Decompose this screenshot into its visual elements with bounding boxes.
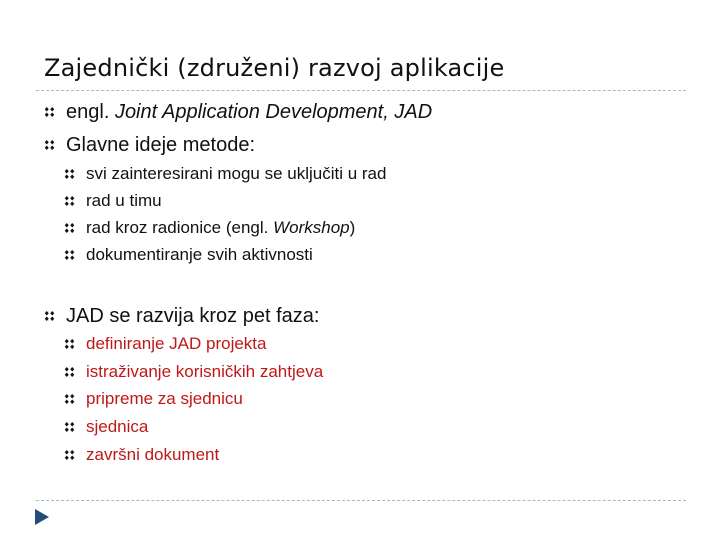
bullet-text: engl. Joint Application Development, JAD (66, 101, 433, 123)
four-diamond-bullet-icon (64, 196, 75, 207)
bullet-text: JAD se razvija kroz pet faza: (66, 305, 320, 327)
four-diamond-bullet-icon (64, 250, 75, 261)
phase-item (64, 415, 584, 439)
four-diamond-bullet-icon (44, 107, 55, 118)
slide-title: Zajednički (združeni) razvoj aplikacije (44, 54, 505, 82)
phase-item (64, 332, 584, 356)
phase-text: definiranje JAD projekta (86, 334, 267, 353)
bullet-main-ideas (44, 133, 564, 157)
phase-item (64, 387, 584, 411)
idea-text: svi zainteresirani mogu se uključiti u rad (86, 164, 387, 183)
four-diamond-bullet-icon (64, 394, 75, 405)
bullet-five-phases (44, 304, 564, 328)
title-divider (36, 90, 686, 91)
idea-item (64, 189, 584, 213)
bullet-text: Glavne ideje metode: (66, 134, 256, 156)
four-diamond-bullet-icon (44, 311, 55, 322)
four-diamond-bullet-icon (44, 140, 55, 151)
four-diamond-bullet-icon (64, 339, 75, 350)
idea-item (64, 243, 584, 267)
idea-item (64, 216, 584, 240)
phase-text: istraživanje korisničkih zahtjeva (86, 362, 324, 381)
four-diamond-bullet-icon (64, 169, 75, 180)
phase-item (64, 443, 584, 467)
idea-text: dokumentiranje svih aktivnosti (86, 245, 313, 264)
phase-text: pripreme za sjednicu (86, 389, 243, 408)
idea-item (64, 162, 584, 186)
idea-text: rad kroz radionice (engl. Workshop) (86, 218, 356, 237)
four-diamond-bullet-icon (64, 223, 75, 234)
four-diamond-bullet-icon (64, 422, 75, 433)
phase-item (64, 360, 584, 384)
idea-text: rad u timu (86, 191, 162, 210)
footer-divider (36, 500, 686, 501)
four-diamond-bullet-icon (64, 367, 75, 378)
four-diamond-bullet-icon (64, 450, 75, 461)
bullet-jad-definition (44, 100, 564, 124)
triangle-end-marker-icon (34, 508, 50, 526)
phase-text: sjednica (86, 417, 149, 436)
phase-text: završni dokument (86, 445, 220, 464)
